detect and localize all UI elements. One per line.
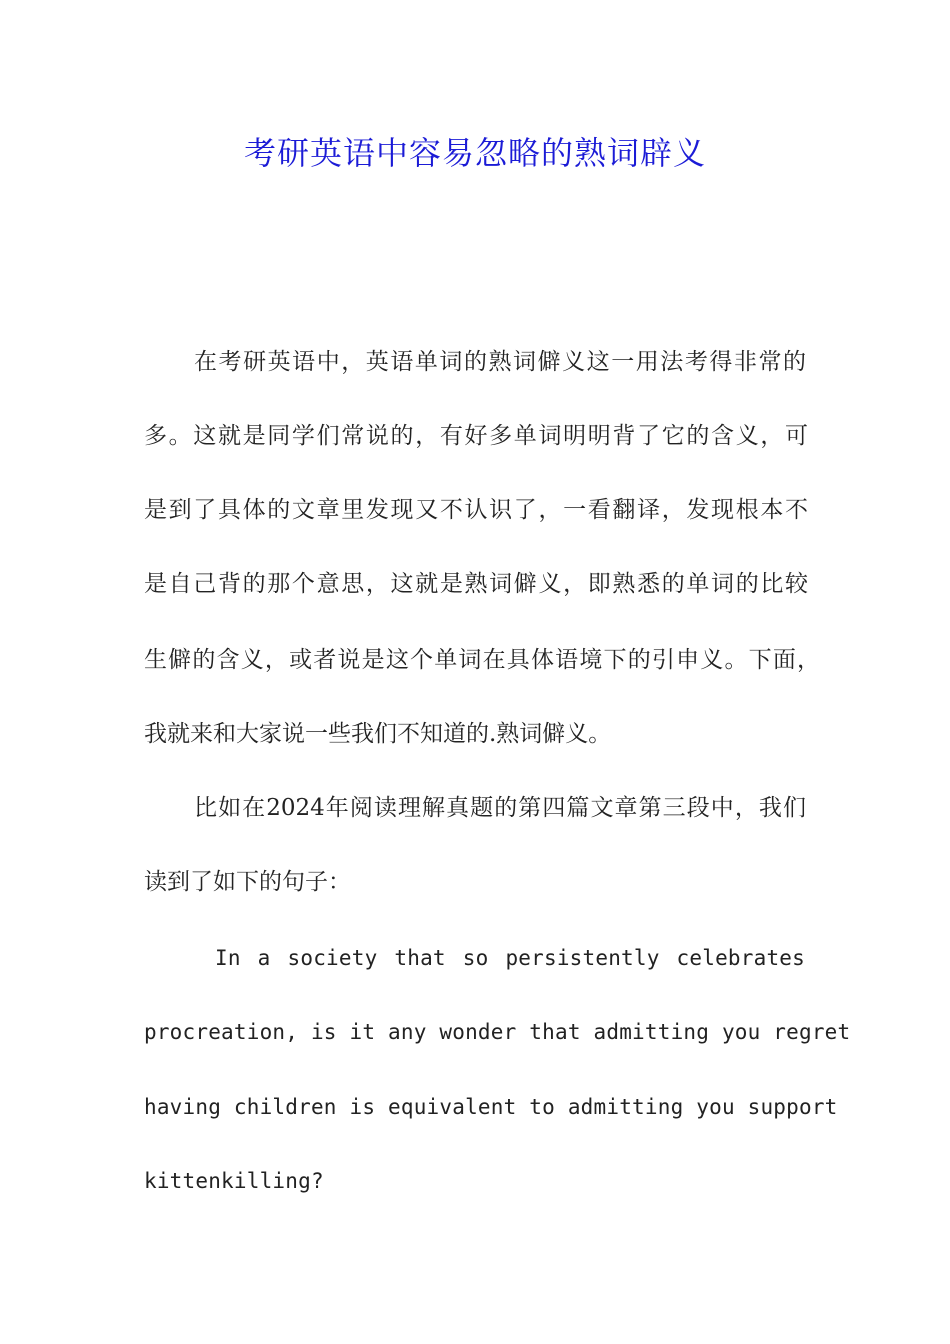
paragraph-line: 我就来和大家说一些我们不知道的.熟词僻义。 — [144, 721, 612, 747]
paragraph-line: 比如在2024年阅读理解真题的第四篇文章第三段中，我们 — [194, 795, 806, 821]
paragraph-line: 读到了如下的句子： — [144, 869, 351, 895]
paragraph-line: 在考研英语中，英语单词的熟词僻义这一用法考得非常的 — [194, 349, 806, 375]
quote-line: procreation, is it any wonder that admitting you regret — [144, 1020, 851, 1044]
paragraph-line: 生僻的含义，或者说是这个单词在具体语境下的引申义。下面， — [144, 647, 820, 673]
paragraph-line: 多。这就是同学们常说的，有好多单词明明背了它的含义，可 — [144, 423, 808, 449]
paragraph-line: 是自己背的那个意思，这就是熟词僻义，即熟悉的单词的比较 — [144, 571, 808, 597]
paragraph-line: 是到了具体的文章里发现又不认识了，一看翻译，发现根本不 — [144, 497, 808, 523]
quote-line: kittenkilling? — [144, 1169, 324, 1193]
quote-line: having children is equivalent to admitting you support — [144, 1095, 838, 1119]
quote-line: In a society that so persistently celebrates — [215, 946, 805, 970]
document-title: 考研英语中容易忽略的熟词辟义 — [243, 134, 706, 172]
